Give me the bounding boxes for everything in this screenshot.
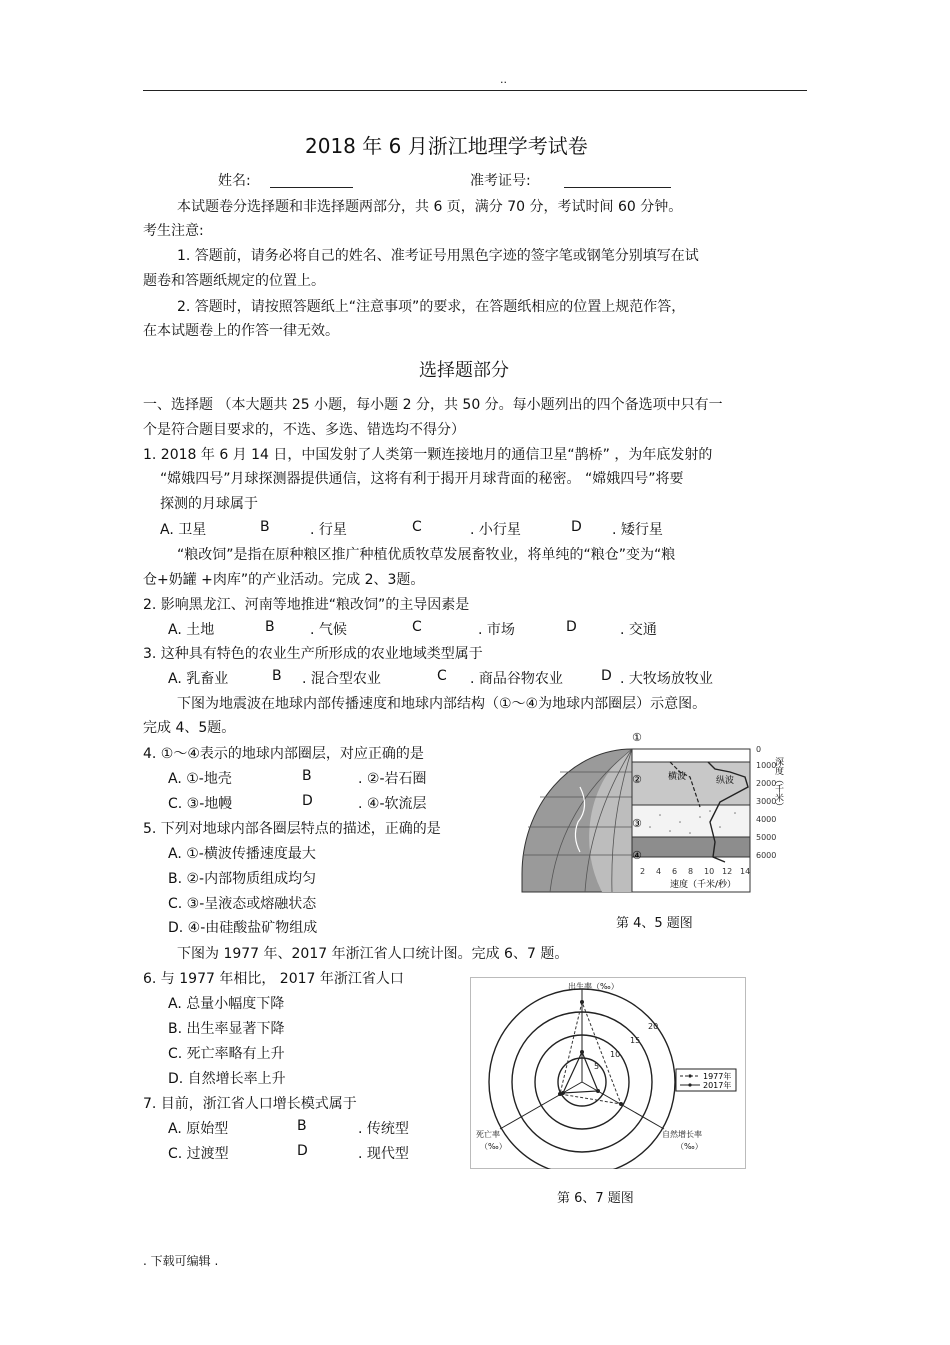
q4-option-b[interactable]: . ②-岩石圈 — [358, 771, 427, 787]
depth-tick-5000: 5000 — [756, 833, 777, 842]
q1-stem-cont2: 探测的月球属于 — [160, 496, 258, 512]
q2-stem: 2. 影响黑龙江、河南等地推进“粮改饲”的主导因素是 — [143, 597, 470, 613]
q7-stem: 7. 目前，浙江省人口增长模式属于 — [143, 1096, 357, 1112]
q45-intro: 下图为地震波在地球内部传播速度和地球内部结构（①～④为地球内部圈层）示意图。 — [177, 696, 707, 712]
q1-option-a[interactable]: A. 卫星 — [160, 522, 207, 538]
speed-tick-2: 2 — [640, 867, 646, 876]
series-1977-birth-point — [580, 1000, 584, 1004]
q4-option-d-letter[interactable]: D — [302, 793, 313, 809]
q1-stem: 1. 2018 年 6 月 14 日，中国发射了人类第一颗连接地月的通信卫星“鹊桥” ，为年底发射的 — [143, 447, 713, 463]
population-radar-figure — [470, 977, 746, 1169]
footer-text: . 下载可编辑 . — [143, 1254, 219, 1268]
q6-option-c[interactable]: C. 死亡率略有上升 — [168, 1046, 285, 1062]
series-2017-natural-point — [596, 1089, 600, 1093]
q2-option-a[interactable]: A. 土地 — [168, 622, 215, 638]
part1-instructions: 一、选择题 （本大题共 25 小题，每小题 2 分，共 50 分。每小题列出的四个备选项中只有一 — [143, 397, 723, 413]
notice-2: 2. 答题时，请按照答题纸上“注意事项”的要求，在答题纸相应的位置上规范作答， — [177, 299, 686, 315]
q7-option-b-letter[interactable]: B — [297, 1118, 307, 1134]
speed-tick-14: 14 — [740, 867, 751, 876]
q3-option-d[interactable]: . 大牧场放牧业 — [620, 671, 713, 687]
axis-natural-unit: （‰） — [676, 1142, 703, 1151]
section-title: 选择题部分 — [419, 360, 509, 381]
q3-option-c[interactable]: . 商品谷物农业 — [470, 671, 563, 687]
name-label: 姓名: — [218, 173, 251, 189]
notice-1-cont: 题卷和答题纸规定的位置上。 — [143, 273, 325, 289]
speed-tick-8: 8 — [688, 867, 694, 876]
q7-option-d[interactable]: . 现代型 — [358, 1146, 409, 1162]
q6-option-d[interactable]: D. 自然增长率上升 — [168, 1071, 286, 1087]
series-1977-natural-point — [619, 1102, 623, 1106]
q2-option-c-letter[interactable]: C — [412, 619, 422, 635]
earth-structure-figure — [520, 727, 792, 902]
q4-option-c[interactable]: C. ③-地幔 — [168, 796, 233, 812]
fig45-caption: 第 4、5 题图 — [616, 916, 693, 931]
ring-label-20: 20 — [648, 1022, 659, 1031]
exam-number-field[interactable] — [564, 187, 671, 188]
axis-birth-label: 出生率（‰） — [568, 982, 619, 991]
q1-stem-cont: “嫦娥四号”月球探测器提供通信，这将有利于揭开月球背面的秘密。 “嫦娥四号”将要 — [160, 471, 684, 487]
exam-number-label: 准考证号: — [470, 173, 531, 189]
speed-axis-label: 速度（千米/秒） — [670, 880, 737, 890]
layer-1-label: ① — [632, 731, 642, 744]
q2-option-b[interactable]: . 气候 — [310, 622, 347, 638]
q5-option-b[interactable]: B. ②-内部物质组成均匀 — [168, 871, 317, 887]
q6-stem: 6. 与 1977 年相比， 2017 年浙江省人口 — [143, 971, 404, 987]
depth-tick-2000: 2000 — [756, 779, 777, 788]
depth-tick-6000: 6000 — [756, 851, 777, 860]
q23-intro: “粮改饲”是指在原种粮区推广种植优质牧草发展畜牧业，将单纯的“粮仓”变为“粮 — [177, 547, 676, 563]
speed-tick-4: 4 — [656, 867, 662, 876]
series-2017-birth-point — [580, 1050, 584, 1054]
q3-option-a[interactable]: A. 乳畜业 — [168, 671, 229, 687]
notice-1: 1. 答题前，请务必将自己的姓名、准考证号用黑色字迹的签字笔或钢笔分别填写在试 — [177, 248, 699, 264]
layer-3-label: ③ — [632, 817, 642, 830]
ring-label-15: 15 — [630, 1036, 641, 1045]
speed-tick-12: 12 — [722, 867, 733, 876]
q6-option-b[interactable]: B. 出生率显著下降 — [168, 1021, 285, 1037]
part1-instructions-cont: 个是符合题目要求的，不选、多选、错选均不得分） — [143, 422, 465, 438]
depth-axis-label: 深度（千米） — [773, 757, 783, 811]
depth-tick-4000: 4000 — [756, 815, 777, 824]
fig67-caption: 第 6、7 题图 — [557, 1191, 634, 1206]
q1-option-d[interactable]: . 矮行星 — [612, 522, 663, 538]
q67-intro: 下图为 1977 年、2017 年浙江省人口统计图。完成 6、7 题。 — [177, 946, 569, 962]
q23-intro-cont: 仓+奶罐 +肉库”的产业活动。完成 2、3题。 — [143, 572, 425, 588]
ring-label-10: 10 — [610, 1050, 621, 1059]
q4-option-a[interactable]: A. ①-地壳 — [168, 771, 232, 787]
series-2017-death-point — [561, 1091, 565, 1095]
q3-stem: 3. 这种具有特色的农业生产所形成的农业地域类型属于 — [143, 646, 483, 662]
intro-paragraph: 本试题卷分选择题和非选择题两部分，共 6 页，满分 70 分，考试时间 60 分钟。 — [177, 199, 683, 215]
q5-option-c[interactable]: C. ③-呈液态或熔融状态 — [168, 896, 317, 912]
q3-option-d-letter[interactable]: D — [601, 668, 612, 684]
q1-option-d-letter[interactable]: D — [571, 519, 582, 535]
header-rule — [143, 90, 807, 91]
q7-option-b[interactable]: . 传统型 — [358, 1121, 409, 1137]
q4-stem: 4. ①～④表示的地球内部圈层，对应正确的是 — [143, 746, 424, 762]
q45-intro-cont: 完成 4、5题。 — [143, 720, 236, 736]
axis-death-label: 死亡率 — [476, 1130, 500, 1139]
layer-2-label: ② — [632, 773, 642, 786]
header-dots: .. — [500, 73, 507, 86]
depth-tick-3000: 3000 — [756, 797, 777, 806]
q1-option-c-letter[interactable]: C — [412, 519, 422, 535]
q1-option-b-letter[interactable]: B — [260, 519, 270, 535]
legend-2017: 2017年 — [703, 1081, 732, 1090]
speed-tick-6: 6 — [672, 867, 678, 876]
axis-natural-label: 自然增长率 — [662, 1130, 702, 1139]
layer-4-label: ④ — [632, 849, 642, 862]
q2-option-c[interactable]: . 市场 — [478, 622, 515, 638]
q2-option-d-letter[interactable]: D — [566, 619, 577, 635]
q1-option-b[interactable]: . 行星 — [310, 522, 347, 538]
q4-option-b-letter[interactable]: B — [302, 768, 312, 784]
axis-death-unit: （‰） — [480, 1142, 507, 1151]
q3-option-b[interactable]: . 混合型农业 — [302, 671, 381, 687]
notice-2-cont: 在本试题卷上的作答一律无效。 — [143, 323, 339, 339]
q3-option-c-letter[interactable]: C — [437, 668, 447, 684]
q7-option-a[interactable]: A. 原始型 — [168, 1121, 229, 1137]
depth-tick-0: 0 — [756, 745, 762, 754]
q7-option-d-letter[interactable]: D — [297, 1143, 308, 1159]
name-field[interactable] — [270, 187, 353, 188]
q2-option-d[interactable]: . 交通 — [620, 622, 657, 638]
p-wave-label: 纵波 — [716, 776, 735, 786]
q3-option-b-letter[interactable]: B — [272, 668, 282, 684]
q5-option-a[interactable]: A. ①-横波传播速度最大 — [168, 846, 316, 862]
q2-option-b-letter[interactable]: B — [265, 619, 275, 635]
q1-option-c[interactable]: . 小行星 — [470, 522, 521, 538]
legend-1977: 1977年 — [703, 1072, 732, 1081]
speed-tick-10: 10 — [704, 867, 715, 876]
q7-option-c[interactable]: C. 过渡型 — [168, 1146, 229, 1162]
q6-option-a[interactable]: A. 总量小幅度下降 — [168, 996, 285, 1012]
notice-heading: 考生注意: — [143, 223, 204, 239]
s-wave-label: 横波 — [668, 772, 687, 782]
q4-option-d[interactable]: . ④-软流层 — [358, 796, 427, 812]
chart-legend — [676, 1069, 736, 1091]
ring-label-5: 5 — [594, 1062, 600, 1071]
depth-tick-1000: 1000 — [756, 761, 777, 770]
q5-stem: 5. 下列对地球内部各圈层特点的描述，正确的是 — [143, 821, 441, 837]
q5-option-d[interactable]: D. ④-由硅酸盐矿物组成 — [168, 920, 318, 936]
page-title: 2018 年 6 月浙江地理学考试卷 — [305, 134, 588, 158]
